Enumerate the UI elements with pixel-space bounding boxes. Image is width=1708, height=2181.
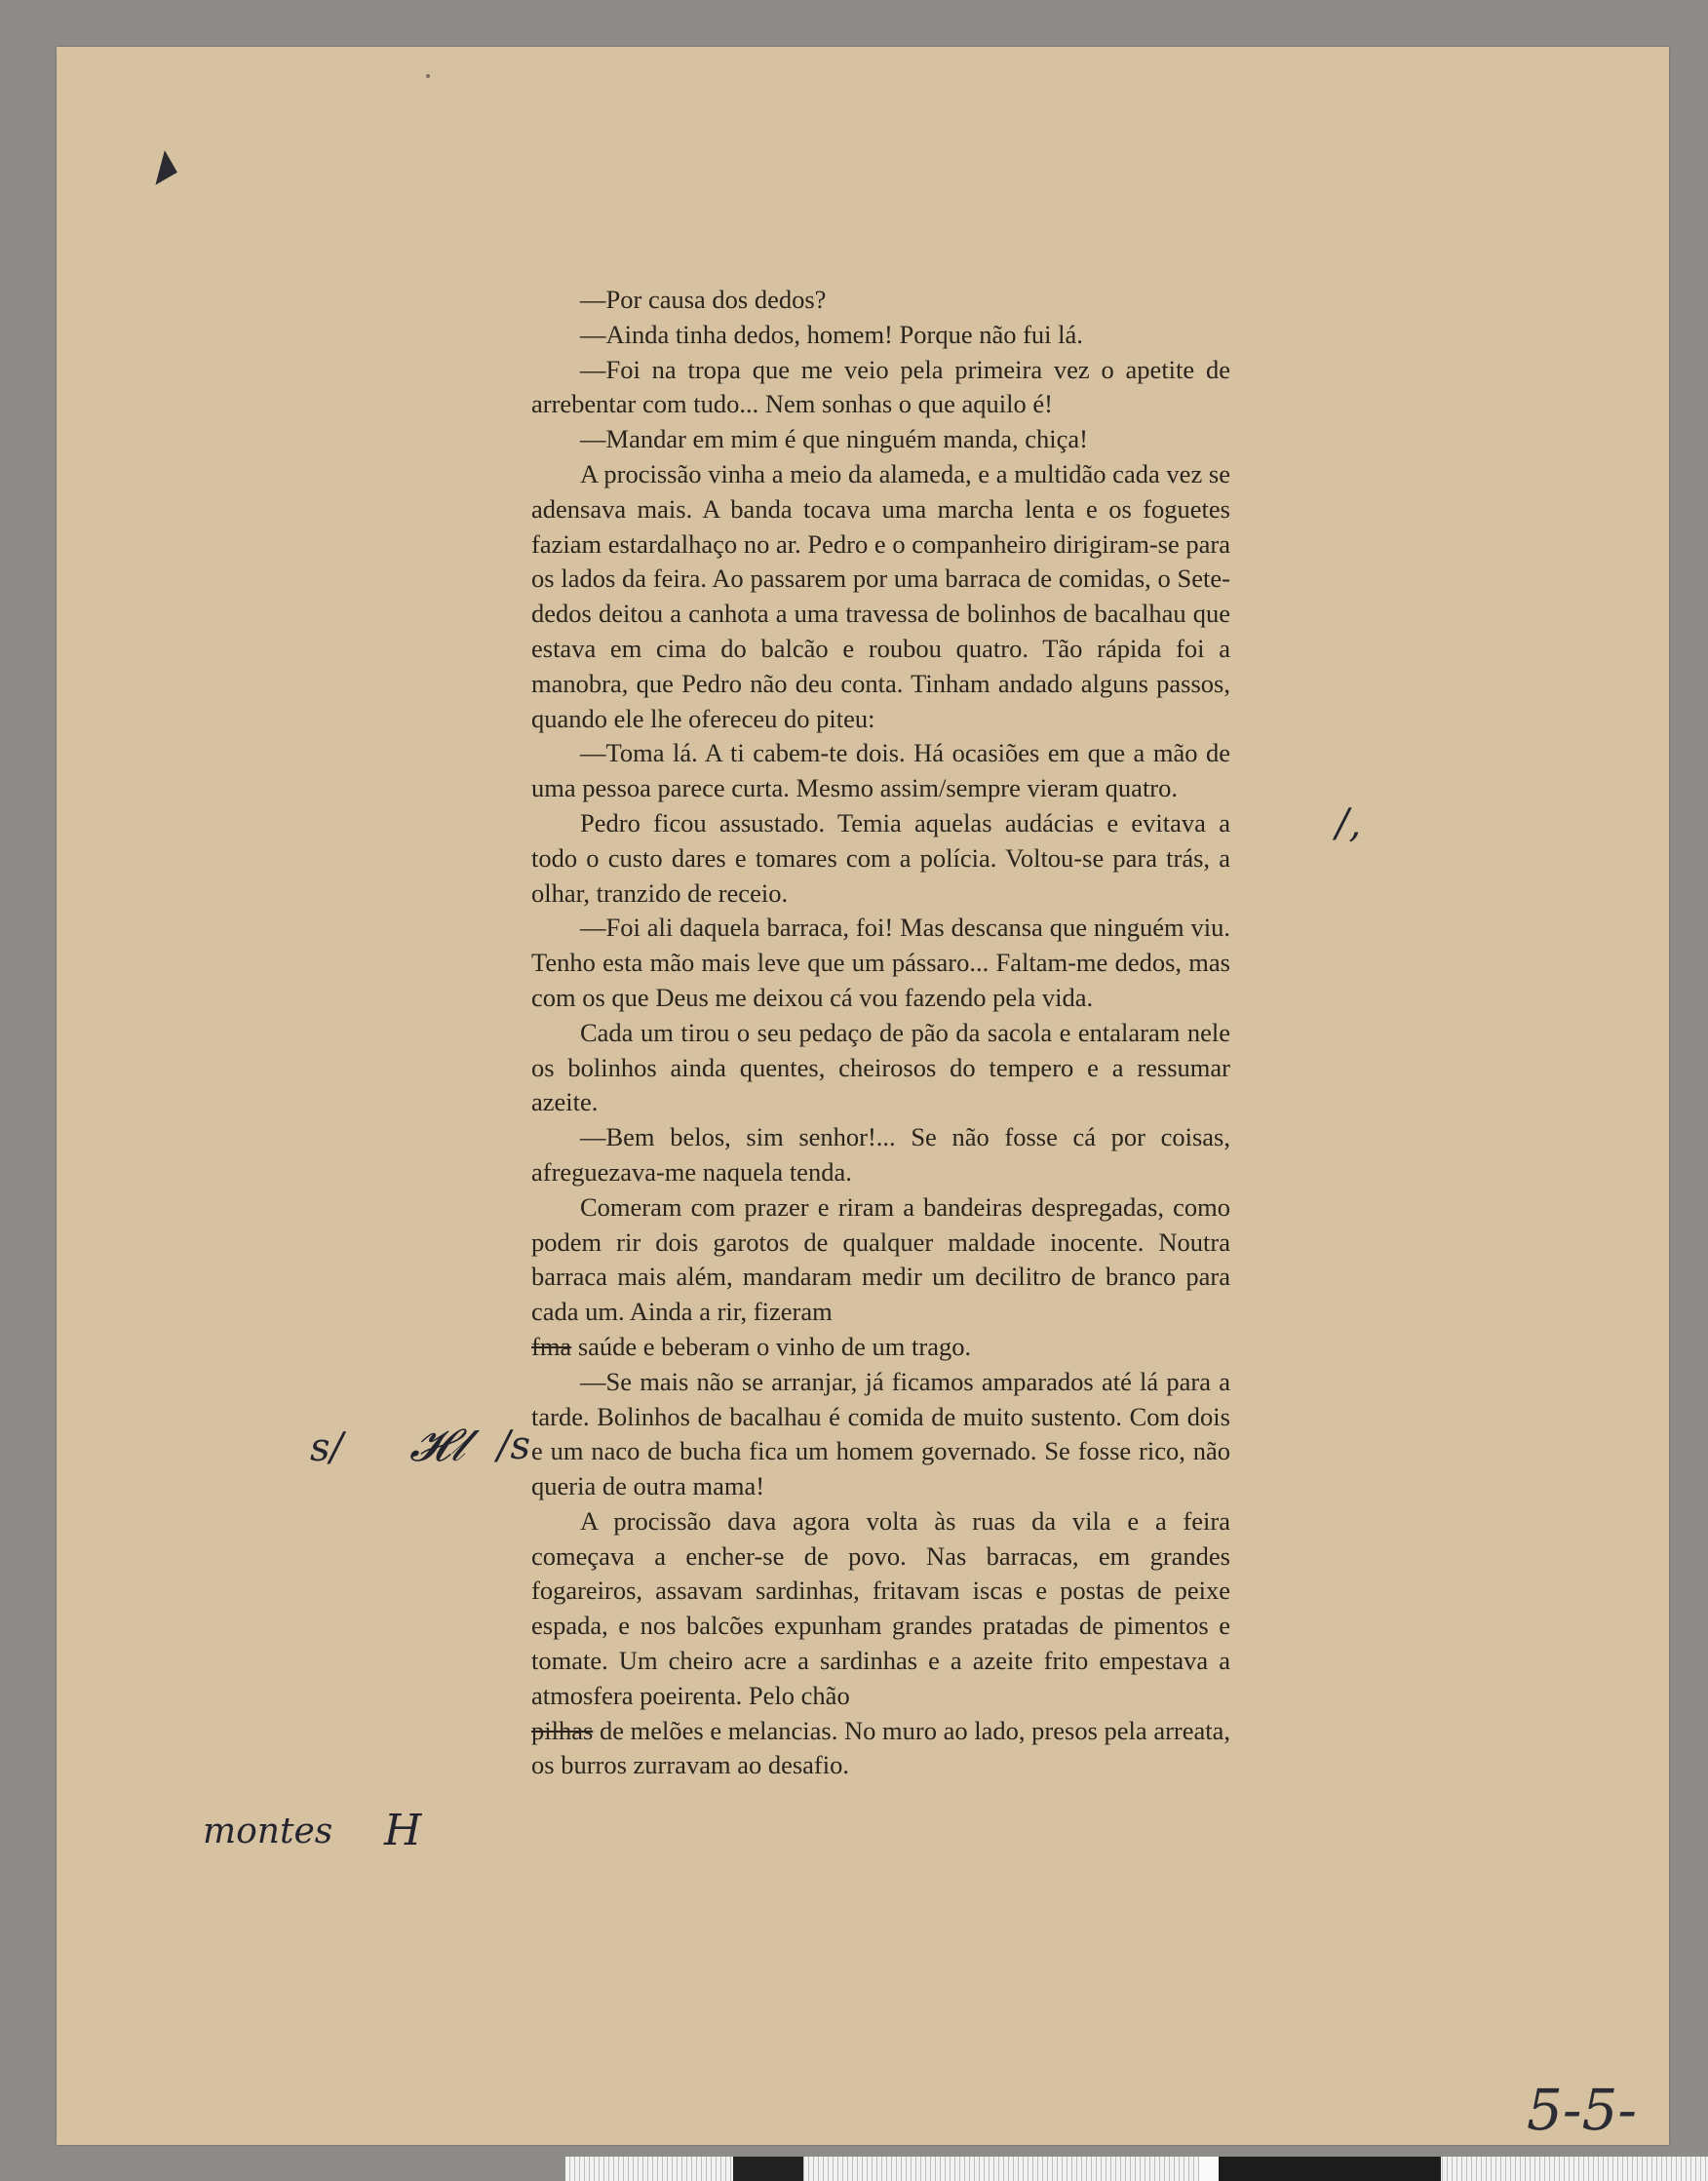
scale-block <box>733 2157 803 2181</box>
ink-blot: ◢ <box>137 142 180 189</box>
margin-correction-mark: /, <box>1336 801 1362 846</box>
paragraph-fragment: saúde e beberam o vinho de um trago. <box>577 1331 972 1361</box>
color-scale-bar <box>565 2157 1708 2181</box>
paragraph: —Foi na tropa que me veio pela primeira vez o apetite de arrebentar com tudo... Nem sonhas o que aquilo é! <box>531 354 1230 419</box>
paragraph-fragment: de melões e melancias. No muro ao lado, presos pela arreata, os burros zurravam ao desafio. <box>531 1715 1231 1780</box>
margin-correction-mark: /s <box>497 1423 531 1468</box>
ink-speck <box>426 74 430 78</box>
margin-correction-mark: H <box>384 1806 422 1855</box>
paragraph: —Foi ali daquela barraca, foi! Mas descansa que ninguém viu. Tenho esta mão mais leve que um pássaro... Faltam-me dedos, mas com os que Deus me deixou cá vou fazendo pela vida. <box>531 913 1230 1012</box>
paragraph: —Bem belos, sim senhor!... Se não fosse cá por coisas, afreguezava-me naquela tenda. <box>531 1122 1230 1187</box>
paragraph: —Mandar em mim é que ninguém manda, chiça! <box>580 424 1088 454</box>
paragraph-continuation <box>531 1714 1230 1784</box>
paragraph: —Se mais não se arranjar, já ficamos amparados até lá para a tarde. Bolinhos de bacalhau é comida de muito sustento. Com dois e um naco de bucha fica um homem governado. Se fosse rico, não queria de outra mama! <box>531 1366 1230 1501</box>
paragraph: —Por causa dos dedos? <box>580 285 827 314</box>
paragraph: —Toma lá. A ti cabem-te dois. Há ocasiões em que a mão de uma pessoa parece curta. Mesmo assim/sempre vieram quatro. <box>531 738 1230 803</box>
paragraph: Cada um tirou o seu pedaço de pão da sacola e entalaram nele os bolinhos ainda quentes, cheirosos do tempero e a ressumar azeite. <box>531 1017 1230 1117</box>
struck-word: pilhas <box>531 1715 594 1745</box>
margin-correction-mark: s/ <box>310 1425 344 1470</box>
paragraph: Comeram com prazer e riram a bandeiras despregadas, como podem rir dois garotos de qualquer maldade inocente. Noutra barraca mais além, mandaram medir um decilitro de branco para cada um. Ainda a rir, fizeram <box>531 1191 1230 1327</box>
paragraph: A procissão vinha a meio da alameda, e a multidão cada vez se adensava mais. A banda tocava uma marcha lenta e os foguetes faziam estardalhaço no ar. Pedro e o companheiro dirigiram-se para os lados da feira. Ao passarem por uma barraca de comidas, o Sete-dedos deitou a canhota a uma travessa de bolinhos de bacalhau que estava em cima do balcão e roubou quatro. Tão rápida foi a manobra, que Pedro não deu conta. Tinham andado alguns passos, quando ele lhe ofereceu do piteu: <box>531 458 1230 733</box>
scale-block <box>1219 2157 1441 2181</box>
margin-correction-word: montes <box>203 1811 333 1851</box>
struck-word: fma <box>531 1331 572 1361</box>
paragraph: A procissão dava agora volta às ruas da vila e a feira começava a encher-se de povo. Nas barracas, em grandes fogareiros, assavam sardinhas, fritavam iscas e postas de peixe espada, e nos balcões expunham grandes pratadas de pimentos e tomate. Um cheiro acre a sardinhas e a azeite frito empestava a atmosfera poeirenta. Pelo chão <box>531 1505 1230 1710</box>
paragraph-continuation <box>531 1330 1230 1365</box>
page-number: 5-5- <box>1527 2077 1637 2143</box>
margin-correction-mark: 𝓗𝓁 <box>409 1419 465 1471</box>
typed-text-block <box>531 283 1230 1783</box>
paragraph: Pedro ficou assustado. Temia aquelas audácias e evitava a todo o custo dares e tomares com a polícia. Voltou-se para trás, a olhar, tranzido de receio. <box>531 807 1230 908</box>
paragraph: —Ainda tinha dedos, homem! Porque não fui lá. <box>580 319 1083 349</box>
scale-block <box>1199 2157 1219 2181</box>
